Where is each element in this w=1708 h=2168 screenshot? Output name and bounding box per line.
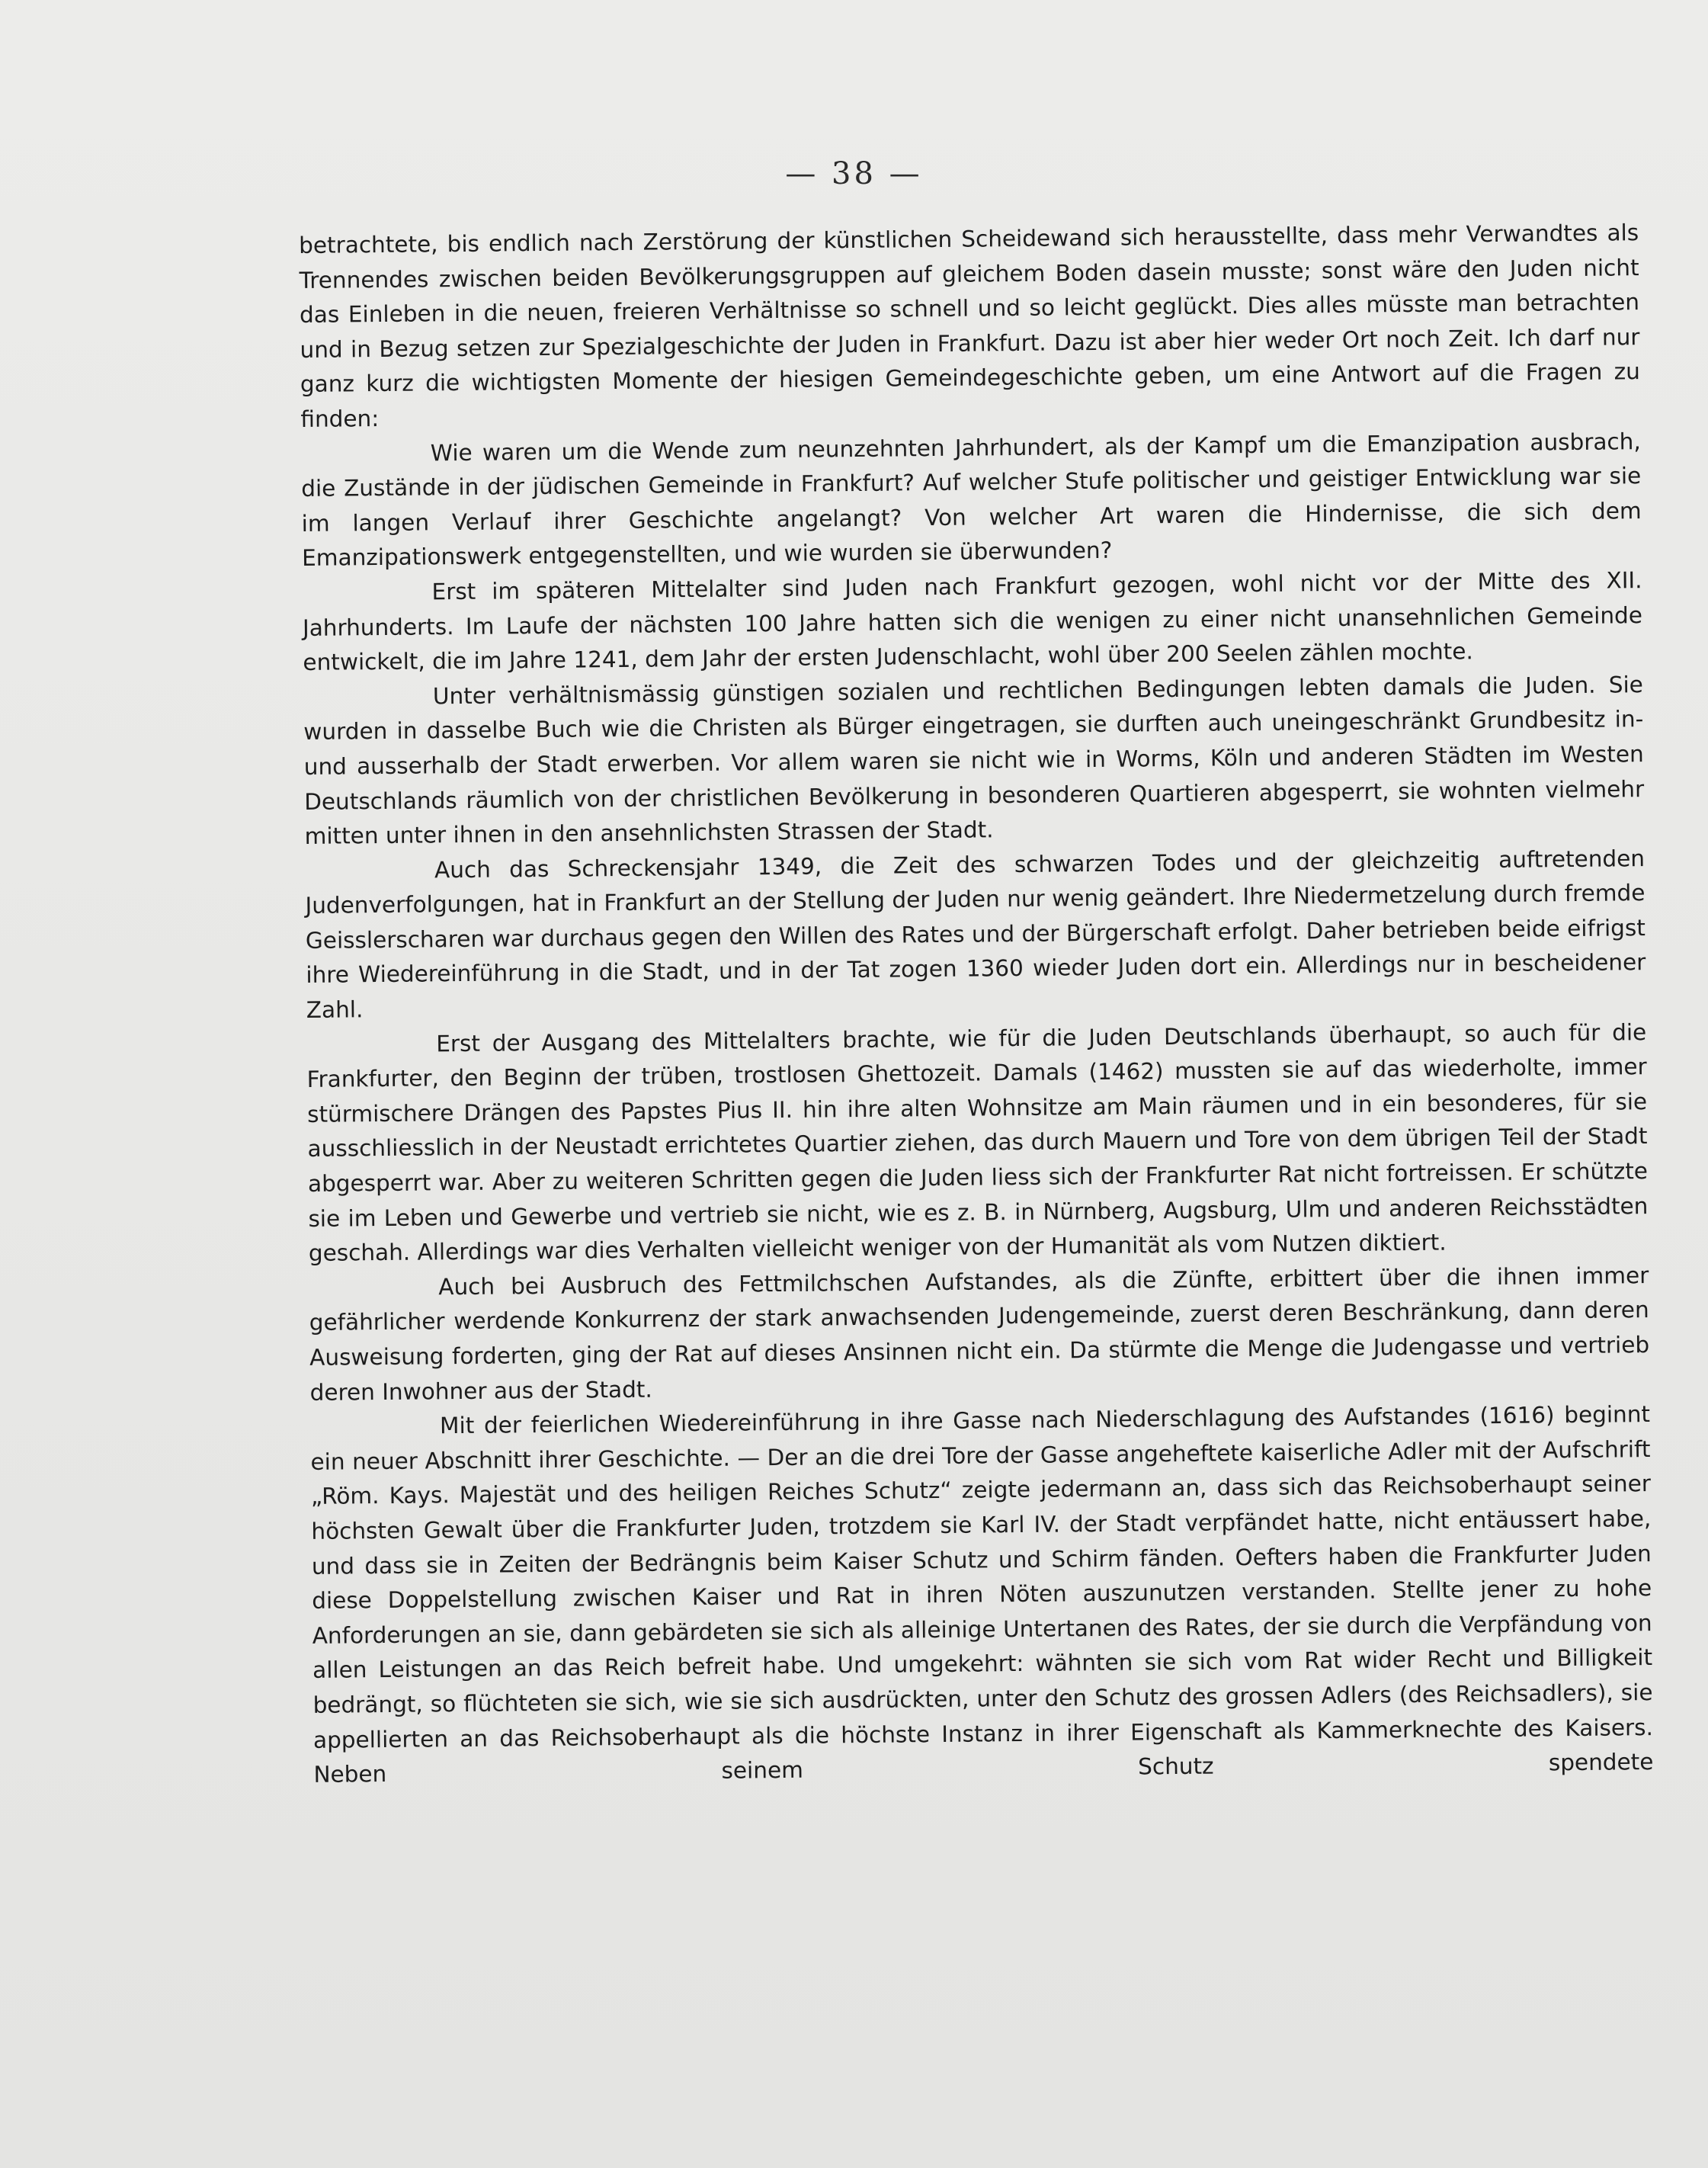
paragraph-6: Erst der Ausgang des Mittelalters brachte, wie für die Juden Deutschlands überhaupt, so auch für die Frankfurter, den Beginn der trüben, trostlosen Ghettozeit. Damals (1462) mussten sie auf das wiederholte, immer stürmischere Drängen des Papstes Pius II. hin ihre alten Wohnsitze am Main räumen und in ein besonderes, für sie ausschliesslich in der Neustadt errichtetes Quartier ziehen, das durch Mauern und Tore von dem übrigen Teil der Stadt abgesperrt war. Aber zu weiteren Schritten gegen die Juden liess sich der Frankfurter Rat nicht fortreissen. Er schützte sie im Leben und Gewerbe und vertrieb sie nicht, wie es z. B. in Nürnberg, Augsburg, Ulm und anderen Reichsstädten geschah. Allerdings war dies Verhalten vielleicht weniger von der Humanität als vom Nutzen diktiert. [306,1018,1649,1267]
paragraph-5: Auch das Schreckensjahr 1349, die Zeit des schwarzen Todes und der gleichzeitig auftretenden Judenverfolgungen, hat in Frankfurt an der Stellung der Juden nur wenig geändert. Ihre Niedermetzelung durch fremde Geisslerscharen war durchaus gegen den Willen des Rates und der Bürgerschaft erfolgt. Daher betrieben beide eifrigst ihre Wiedereinführung in die Stadt, und in der Tat zogen 1360 wieder Juden dort ein. Allerdings nur in bescheidener Zahl. [305,845,1646,1024]
page-number: — 38 — [785,156,923,191]
paragraph-1: betrachtete, bis endlich nach Zerstörung der künstlichen Scheidewand sich herausstellte, dass mehr Verwandtes als Trennendes zwischen beiden Bevölkerungsgruppen auf gleichem Boden dasein musste; sonst wäre den Juden nicht das Einleben in die neuen, freieren Verhältnisse so schnell und so leicht geglückt. Dies alles müsste man betrachten und in Bezug setzen zur Spezialgeschichte der Juden in Frankfurt. Dazu ist aber hier weder Ort noch Zeit. Ich darf nur ganz kurz die wichtigsten Momente der hiesigen Gemeindegeschichte geben, um eine Antwort auf die Fragen zu finden: [299,220,1641,432]
paragraph-4: Unter verhältnismässig günstigen sozialen und rechtlichen Bedingungen lebten damals die Juden. Sie wurden in dasselbe Buch wie die Christen als Bürger eingetragen, sie durften auch uneingeschränkt Grundbesitz in- und ausserhalb der Stadt erwerben. Vor allem waren sie nicht wie in Worms, Köln und anderen Städten im Westen Deutschlands räumlich von der christlichen Bevölkerung in besonderen Quartieren abgesperrt, sie wohnten vielmehr mitten unter ihnen in den ansehnlichsten Strassen der Stadt. [303,671,1645,850]
paragraph-7: Auch bei Ausbruch des Fettmilchschen Aufstandes, als die Zünfte, erbittert über die ihnen immer gefährlicher werdende Konkurrenz der stark anwachsenden Judengemeinde, zuerst deren Beschränkung, dann deren Ausweisung forderten, ging der Rat auf dieses Ansinnen nicht ein. Da stürmte die Menge die Judengasse und vertrieb deren Inwohner aus der Stadt. [309,1262,1650,1406]
paragraph-3: Erst im späteren Mittelalter sind Juden nach Frankfurt gezogen, wohl nicht vor der Mitte des XII. Jahrhunderts. Im Laufe der nächsten 100 Jahre hatten sich die wenigen zu einer nicht unansehnlichen Gemeinde entwickelt, die im Jahre 1241, dem Jahr der ersten Judenschlacht, wohl über 200 Seelen zählen mochte. [302,567,1643,676]
paragraph-8: Mit der feierlichen Wiedereinführung in ihre Gasse nach Niederschlagung des Aufstandes (1616) beginnt ein neuer Abschnitt ihrer Geschichte. — Der an die drei Tore der Gasse angeheftete kaiserliche Adler mit der Aufschrift „Röm. Kays. Majestät und des heiligen Reiches Schutz“ zeigte jedermann an, dass sich das Reichsoberhaupt seiner höchsten Gewalt über die Frankfurter Juden, trotzdem sie Karl IV. der Stadt verpfändet hatte, nicht entäussert habe, und dass sie in Zeiten der Bedrängnis beim Kaiser Schutz und Schirm fänden. Oefters haben die Frankfurter Juden diese Doppelstellung zwischen Kaiser und Rat in ihren Nöten auszunutzen verstanden. Stellte jener zu hohe Anforderungen an sie, dann gebärdeten sie sich als alleinige Untertanen des Rates, der sie durch die Verpfändung von allen Leistungen an das Reich befreit habe. Und umgekehrt: wähnten sie sich vom Rat wider Recht und Billigkeit bedrängt, so flüchteten sie sich, wie sie sich ausdrückten, unter den Schutz des grossen Adlers (des Reichsadlers), sie appellierten an das Reichsoberhaupt als die höchste Instanz in ihrer Eigenschaft als Kammerknechte des Kaisers. Neben seinem Schutz spendete [310,1401,1654,1788]
body-text [299,216,1654,1792]
paragraph-2: Wie waren um die Wende zum neunzehnten Jahrhundert, als der Kampf um die Emanzipation ausbrach, die Zustände in der jüdischen Gemeinde in Frankfurt? Auf welcher Stufe politischer und geistiger Entwicklung war sie im langen Verlauf ihrer Geschichte angelangt? Von welcher Art waren die Hindernisse, die sich dem Emanzipationswerk entgegenstellten, und wie wurden sie überwunden? [301,428,1642,572]
